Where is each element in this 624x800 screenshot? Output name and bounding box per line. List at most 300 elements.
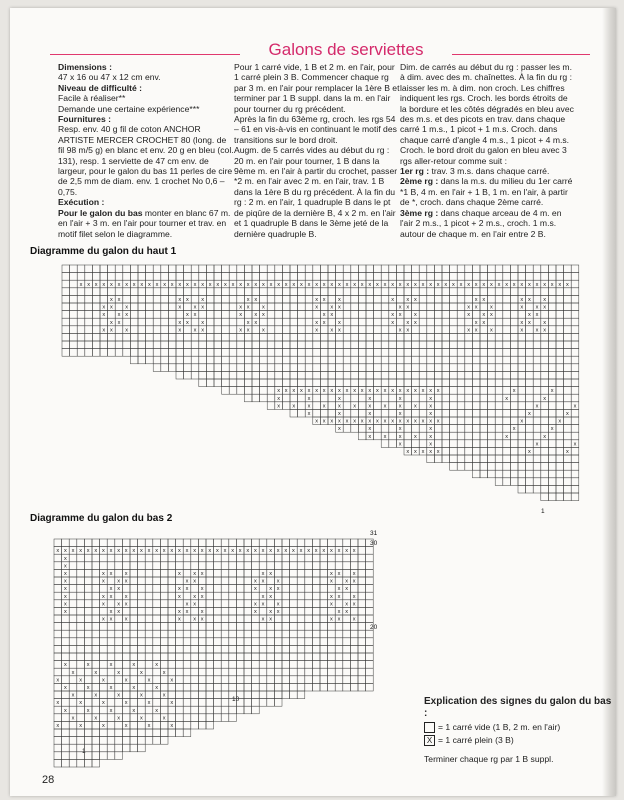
diagram-1-cell	[442, 447, 450, 455]
diagram-1-cell	[267, 333, 275, 341]
diagram-1-cell	[465, 455, 473, 463]
diagram-2-row-1: 1	[82, 748, 86, 755]
filled-cell-mark: x	[102, 578, 105, 585]
diagram-2-cell	[221, 585, 229, 593]
diagram-1-cell	[252, 371, 260, 379]
diagram-1-cell	[503, 311, 511, 319]
diagram-2-cell	[115, 683, 123, 691]
diagram-1-cell	[503, 341, 511, 349]
diagram-1-cell	[244, 371, 252, 379]
diagram-2-cell	[100, 539, 108, 547]
diagram-1-cell	[100, 295, 108, 303]
diagram-1-cell	[495, 394, 503, 402]
diagram-1-cell	[275, 318, 283, 326]
diagram-1-cell	[541, 409, 549, 417]
diagram-2-cell	[183, 676, 191, 684]
diagram-1-cell	[282, 364, 290, 372]
diagram-1-cell	[465, 417, 473, 425]
diagram-1-cell	[320, 409, 328, 417]
diagram-1-cell	[366, 364, 374, 372]
filled-cell-mark: x	[543, 304, 546, 311]
diagram-1-cell	[320, 288, 328, 296]
diagram-1-cell	[472, 273, 480, 281]
diagram-2-cell	[259, 623, 267, 631]
diagram-2-cell	[305, 630, 313, 638]
diagram-2-cell	[320, 653, 328, 661]
diagram-2-cell	[214, 699, 222, 707]
diagram-2-cell	[69, 569, 77, 577]
diagram-2-cell	[290, 554, 298, 562]
diagram-1-cell	[328, 356, 336, 364]
diagram-1-cell	[328, 409, 336, 417]
filled-cell-mark: x	[338, 297, 341, 303]
filled-cell-mark: x	[201, 281, 204, 288]
filled-cell-mark: x	[102, 548, 105, 555]
diagram-1-cell	[465, 394, 473, 402]
diagram-2-cell	[244, 645, 252, 653]
diagram-1-cell	[184, 333, 192, 341]
diagram-2-cell	[92, 683, 100, 691]
diagram-1-cell	[495, 364, 503, 372]
diagram-1-cell	[510, 333, 518, 341]
diagram-2-cell	[168, 607, 176, 615]
diagram-2-cell	[115, 744, 123, 752]
diagram-2-cell	[236, 554, 244, 562]
filled-cell-mark: x	[330, 593, 333, 600]
diagram-2-cell	[107, 691, 115, 699]
filled-cell-mark: x	[200, 593, 204, 600]
diagram-1-cell	[510, 364, 518, 372]
diagram-1-cell	[313, 273, 321, 281]
diagram-2-row-20: 20	[370, 624, 378, 631]
diagram-1-cell	[564, 288, 572, 296]
diagram-2-cell	[358, 539, 366, 547]
diagram-1-cell	[358, 371, 366, 379]
diagram-2-cell	[282, 638, 290, 646]
filled-cell-mark: x	[178, 616, 181, 623]
diagram-2-cell	[358, 623, 366, 631]
filled-cell-mark: x	[337, 609, 341, 615]
filled-cell-mark: x	[520, 418, 524, 425]
diagram-1-cell	[313, 394, 321, 402]
diagram-1-cell	[298, 273, 306, 281]
diagram-2-cell	[290, 539, 298, 547]
diagram-2-cell	[328, 607, 336, 615]
diagram-2-cell	[92, 615, 100, 623]
diagram-2-row-31: 31	[370, 530, 378, 537]
diagram-2-cell	[244, 623, 252, 631]
diagram-1-cell	[404, 432, 412, 440]
diagram-1-cell	[305, 265, 313, 273]
diagram-1-cell	[457, 409, 465, 417]
diagram-1-cell	[556, 463, 564, 471]
diagram-1-cell	[434, 311, 442, 319]
diagram-2-cell	[274, 699, 282, 707]
diagram-1-cell	[85, 273, 93, 281]
diagram-1-cell	[260, 341, 268, 349]
diagram-1-cell	[260, 349, 268, 357]
diagram-1-cell	[434, 371, 442, 379]
diagram-2-cell	[320, 554, 328, 562]
diagram-2-cell	[206, 668, 214, 676]
diagram-1-cell	[556, 273, 564, 281]
diagram-2-cell	[191, 714, 199, 722]
diagram-1-cell	[146, 333, 154, 341]
diagram-1-cell	[472, 356, 480, 364]
diagram-1-cell	[244, 394, 252, 402]
diagram-1-cell	[564, 303, 572, 311]
diagram-2-cell	[176, 638, 184, 646]
diagram-1-cell	[556, 318, 564, 326]
diagram-2-cell	[62, 699, 70, 707]
diagram-2-cell	[206, 623, 214, 631]
diagram-2-cell	[62, 691, 70, 699]
diagram-2-cell	[168, 554, 176, 562]
diagram-1-cell	[510, 463, 518, 471]
diagram-2-cell	[206, 691, 214, 699]
diagram-2-cell	[366, 539, 374, 547]
filled-cell-mark: x	[376, 388, 379, 395]
diagram-1-cell	[564, 295, 572, 303]
filled-cell-mark: x	[109, 609, 113, 615]
filled-cell-mark: x	[338, 426, 341, 433]
diagram-1-cell	[298, 356, 306, 364]
diagram-2-cell	[92, 554, 100, 562]
filled-cell-mark: x	[322, 319, 326, 326]
filled-cell-mark: x	[352, 578, 356, 585]
diagram-1-cell	[343, 326, 351, 334]
filled-cell-mark: x	[429, 433, 432, 440]
diagram-1-cell	[222, 273, 230, 281]
diagram-1-cell	[267, 265, 275, 273]
diagram-2-cell	[176, 630, 184, 638]
filled-cell-mark: x	[391, 312, 394, 319]
diagram-1-cell	[488, 349, 496, 357]
diagram-2-cell	[244, 577, 252, 585]
diagram-1-cell	[130, 288, 138, 296]
filled-cell-mark: x	[193, 312, 197, 319]
diagram-2-cell	[153, 699, 161, 707]
diagram-2-cell	[138, 729, 146, 737]
diagram-1-cell	[366, 288, 374, 296]
diagram-1-cell	[442, 432, 450, 440]
diagram-1-cell	[457, 303, 465, 311]
diagram-1-cell	[564, 432, 572, 440]
diagram-1-cell	[343, 265, 351, 273]
diagram-2-cell	[358, 607, 366, 615]
diagram-2-cell	[335, 653, 343, 661]
diagram-2-cell	[198, 706, 206, 714]
diagram-1-cell	[450, 273, 458, 281]
diagram-2-cell	[191, 706, 199, 714]
diagram-2-cell	[282, 600, 290, 608]
diagram-2-cell	[84, 585, 92, 593]
diagram-1-cell	[457, 387, 465, 395]
diagram-2-cell	[130, 607, 138, 615]
diagram-1-cell	[526, 265, 534, 273]
diagram-1-cell	[571, 463, 579, 471]
filled-cell-mark: x	[535, 327, 539, 334]
diagram-2-cell	[236, 645, 244, 653]
diagram-1-cell	[495, 288, 503, 296]
diagram-2-cell	[191, 607, 199, 615]
diagram-1-cell	[518, 447, 526, 455]
filled-cell-mark: x	[178, 281, 182, 288]
diagram-2-cell	[274, 623, 282, 631]
diagram-1-cell	[442, 402, 450, 410]
diagram-2-cell	[236, 600, 244, 608]
filled-cell-mark: x	[376, 418, 379, 425]
diagram-1-cell	[146, 288, 154, 296]
filled-cell-mark: x	[110, 297, 113, 303]
diagram-2-cell	[145, 592, 153, 600]
diagram-1-cell	[472, 402, 480, 410]
filled-cell-mark: x	[505, 433, 508, 440]
filled-cell-mark: x	[406, 319, 410, 326]
diagram-2-cell	[312, 638, 320, 646]
diagram-2-cell	[115, 630, 123, 638]
diagram-1-cell	[374, 273, 382, 281]
diagram-2-cell	[191, 653, 199, 661]
diagram-2-cell	[305, 638, 313, 646]
diagram-2-cell	[343, 554, 351, 562]
diagram-2-cell	[92, 699, 100, 707]
diagram-2-cell	[92, 752, 100, 760]
diagram-1-cell	[298, 265, 306, 273]
filled-cell-mark: x	[201, 319, 204, 326]
diagram-1-cell	[77, 341, 85, 349]
diagram-1-cell	[488, 470, 496, 478]
diagram-1-cell	[404, 394, 412, 402]
filled-cell-mark: x	[200, 616, 204, 623]
diagram-1-cell	[564, 318, 572, 326]
diagram-2-cell	[62, 759, 70, 767]
diagram-2-cell	[229, 623, 237, 631]
diagram-1-cell	[222, 318, 230, 326]
diagram-1-cell	[366, 295, 374, 303]
diagram-2-cell	[221, 562, 229, 570]
diagram-1-cell	[526, 349, 534, 357]
diagram-2-cell	[168, 585, 176, 593]
diagram-1-cell	[161, 356, 169, 364]
diagram-1-cell	[495, 387, 503, 395]
diagram-2-cell	[107, 676, 115, 684]
diagram-2-cell	[54, 691, 62, 699]
diagram-2-cell	[176, 699, 184, 707]
diagram-2-cell	[69, 744, 77, 752]
diagram-2-cell	[176, 600, 184, 608]
diagram-1-cell	[229, 265, 237, 273]
diagram-1-cell	[298, 311, 306, 319]
diagram-2-cell	[305, 607, 313, 615]
filled-cell-mark: x	[322, 297, 326, 303]
diagram-1-cell	[320, 371, 328, 379]
diagram-2-cell	[107, 600, 115, 608]
diagram-1-cell	[472, 425, 480, 433]
diagram-2-cell	[69, 554, 77, 562]
diagram-1-cell	[465, 371, 473, 379]
diagram-1-cell	[85, 318, 93, 326]
diagram-1-cell	[206, 295, 214, 303]
diagram-2-cell	[358, 653, 366, 661]
diagram-2-cell	[282, 653, 290, 661]
diagram-2-cell	[366, 661, 374, 669]
diagram-1-cell	[313, 409, 321, 417]
filled-cell-mark: x	[140, 715, 143, 722]
diagram-1-cell	[184, 341, 192, 349]
diagram-1-cell	[70, 318, 78, 326]
diagram-2-cell	[160, 607, 168, 615]
diagram-1-cell	[526, 470, 534, 478]
diagram-2-cell	[100, 638, 108, 646]
diagram-1-cell	[571, 273, 579, 281]
diagram-1-cell	[237, 371, 245, 379]
diagram-1-cell	[244, 356, 252, 364]
filled-cell-mark: x	[254, 586, 257, 593]
diagram-2-cell	[252, 691, 260, 699]
filled-cell-mark: x	[124, 548, 128, 555]
diagram-1-cell	[442, 409, 450, 417]
filled-cell-mark: x	[505, 281, 508, 288]
diagram-2-cell	[206, 653, 214, 661]
diagram-2-cell	[206, 569, 214, 577]
diagram-2-cell	[183, 699, 191, 707]
diagram-1-cell	[100, 265, 108, 273]
diagram-2-cell	[122, 562, 130, 570]
filled-cell-mark: x	[307, 548, 310, 555]
diagram-2-cell	[69, 661, 77, 669]
diagram-2-cell	[320, 569, 328, 577]
diagram-2-cell	[335, 645, 343, 653]
diagram-1-cell	[548, 326, 556, 334]
filled-cell-mark: x	[193, 281, 197, 288]
diagram-1-cell	[510, 341, 518, 349]
diagram-1-cell	[351, 265, 359, 273]
diagram-1-cell	[526, 394, 534, 402]
filled-cell-mark: x	[338, 403, 341, 410]
diagram-1-cell	[85, 349, 93, 357]
filled-cell-mark: x	[79, 677, 82, 684]
diagram-1-cell	[541, 463, 549, 471]
filled-cell-mark: x	[246, 281, 250, 288]
diagram-2-cell	[183, 638, 191, 646]
diagram-1-cell	[214, 303, 222, 311]
diagram-1-cell	[404, 333, 412, 341]
diagram-1-cell	[564, 440, 572, 448]
diagram-1-cell	[389, 425, 397, 433]
diagram-1-cell	[480, 326, 488, 334]
diagram-2-cell	[122, 607, 130, 615]
diagram-2-cell	[168, 615, 176, 623]
diagram-2-cell	[77, 744, 85, 752]
diagram-2-cell	[77, 683, 85, 691]
diagram-2-cell	[214, 683, 222, 691]
diagram-2-cell	[100, 706, 108, 714]
diagram-2-cell	[290, 630, 298, 638]
diagram-1-cell	[252, 349, 260, 357]
diagram-1-cell	[472, 394, 480, 402]
diagram-2-cell	[274, 539, 282, 547]
diagram-1-cell	[518, 265, 526, 273]
filled-cell-mark: x	[398, 418, 402, 425]
diagram-1-cell	[556, 470, 564, 478]
diagram-2-cell	[100, 683, 108, 691]
diagram-2-cell	[69, 729, 77, 737]
diagram-1-cell	[70, 295, 78, 303]
diagram-1-cell	[237, 288, 245, 296]
diagram-1-cell	[305, 326, 313, 334]
filled-cell-mark: x	[246, 327, 250, 334]
diagram-2-cell	[267, 600, 275, 608]
diagram-1-cell	[70, 341, 78, 349]
diagram-2-cell	[107, 752, 115, 760]
diagram-2-cell	[343, 539, 351, 547]
diagram-1-cell	[434, 318, 442, 326]
diagram-1-cell	[298, 409, 306, 417]
diagram-2-cell	[297, 645, 305, 653]
diagram-1-cell	[123, 265, 131, 273]
diagram-1-cell	[434, 303, 442, 311]
diagram-1-cell	[191, 288, 199, 296]
diagram-2-cell	[320, 592, 328, 600]
diagram-2-cell	[183, 683, 191, 691]
diagram-1-cell	[465, 288, 473, 296]
diagram-2-cell	[244, 562, 252, 570]
diagram-1-cell	[389, 349, 397, 357]
diagram-1-cell	[518, 485, 526, 493]
diagram-1-cell	[495, 478, 503, 486]
diagram-2-cell	[168, 539, 176, 547]
diagram-1-cell	[222, 295, 230, 303]
diagram-2-cell	[115, 638, 123, 646]
diagram-1-cell	[184, 356, 192, 364]
filled-cell-mark: x	[71, 548, 75, 555]
filled-cell-mark: x	[338, 388, 341, 395]
diagram-1-cell	[374, 326, 382, 334]
diagram-1-cell	[176, 311, 184, 319]
diagram-1-cell	[571, 493, 579, 501]
filled-cell-mark: x	[322, 403, 326, 410]
diagram-2-cell	[92, 676, 100, 684]
diagram-2-cell	[312, 607, 320, 615]
diagram-1-cell	[305, 303, 313, 311]
diagram-2-cell	[54, 607, 62, 615]
diagram-1-cell	[161, 349, 169, 357]
diagram-2-cell	[267, 691, 275, 699]
diagram-1-cell	[442, 455, 450, 463]
diagram-2-cell	[297, 623, 305, 631]
diagram-1-cell	[419, 371, 427, 379]
diagram-2-cell	[62, 752, 70, 760]
filled-cell-mark: x	[535, 441, 539, 448]
filled-cell-mark: x	[398, 304, 402, 311]
diagram-1-cell	[533, 356, 541, 364]
diagram-2-cell	[221, 714, 229, 722]
diagram-1-cell	[495, 402, 503, 410]
diagram-1-cell	[108, 265, 116, 273]
diagram-1-cell	[267, 364, 275, 372]
diagram-2-cell	[198, 645, 206, 653]
diagram-1-cell	[381, 341, 389, 349]
diagram-2-cell	[153, 539, 161, 547]
diagram-2-cell	[221, 623, 229, 631]
filled-cell-mark: x	[79, 281, 83, 288]
diagram-2-cell	[54, 638, 62, 646]
diagram-1-cell	[275, 303, 283, 311]
diagram-2-cell	[290, 592, 298, 600]
filled-cell-mark: x	[56, 677, 60, 684]
filled-cell-mark: x	[132, 685, 136, 691]
